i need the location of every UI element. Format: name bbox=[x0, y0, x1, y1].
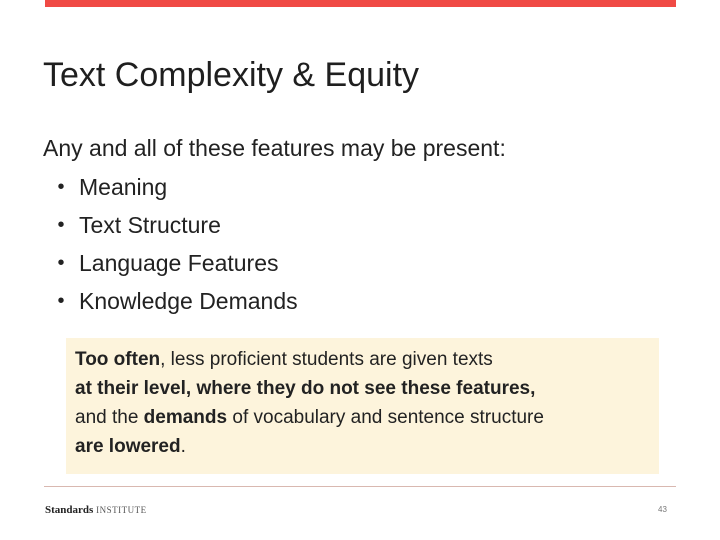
callout-plain: . bbox=[180, 436, 186, 457]
logo-wordmark: Standards bbox=[45, 504, 94, 516]
callout-emphasis: Too often bbox=[75, 349, 161, 370]
intro-text: Any and all of these features may be present: bbox=[43, 135, 506, 161]
bullet-icon: • bbox=[57, 176, 65, 198]
callout-plain: of vocabulary and sentence structure bbox=[227, 407, 544, 428]
list-item bbox=[43, 282, 298, 320]
footer-divider bbox=[44, 486, 676, 487]
list-item-label: Language Features bbox=[79, 250, 279, 276]
callout-emphasis: are lowered bbox=[75, 436, 181, 457]
callout-emphasis: at their level, where they do not see these features, bbox=[75, 378, 536, 399]
list-item bbox=[43, 206, 298, 244]
list-item-label: Text Structure bbox=[79, 212, 221, 238]
slide-title: Text Complexity & Equity bbox=[43, 56, 420, 94]
callout-line-2 bbox=[75, 374, 544, 403]
list-item bbox=[43, 168, 298, 206]
callout-text bbox=[75, 345, 544, 461]
callout-plain: and the bbox=[75, 407, 144, 428]
callout-box bbox=[66, 338, 659, 474]
list-item-label: Meaning bbox=[79, 174, 168, 200]
list-item-label: Knowledge Demands bbox=[79, 288, 298, 314]
logo-subtitle: INSTITUTE bbox=[96, 505, 147, 515]
bullet-icon: • bbox=[57, 252, 65, 274]
list-item bbox=[43, 244, 298, 282]
feature-list bbox=[43, 168, 298, 320]
callout-line-1 bbox=[75, 345, 544, 374]
callout-emphasis: demands bbox=[143, 407, 228, 428]
bullet-icon: • bbox=[57, 290, 65, 312]
callout-line-3 bbox=[75, 403, 544, 432]
accent-bar bbox=[45, 0, 676, 7]
standards-institute-logo bbox=[45, 503, 147, 518]
callout-line-4 bbox=[75, 432, 544, 461]
page-number: 43 bbox=[658, 505, 667, 514]
bullet-icon: • bbox=[57, 214, 65, 236]
callout-plain: , less proficient students are given texts bbox=[160, 349, 493, 370]
